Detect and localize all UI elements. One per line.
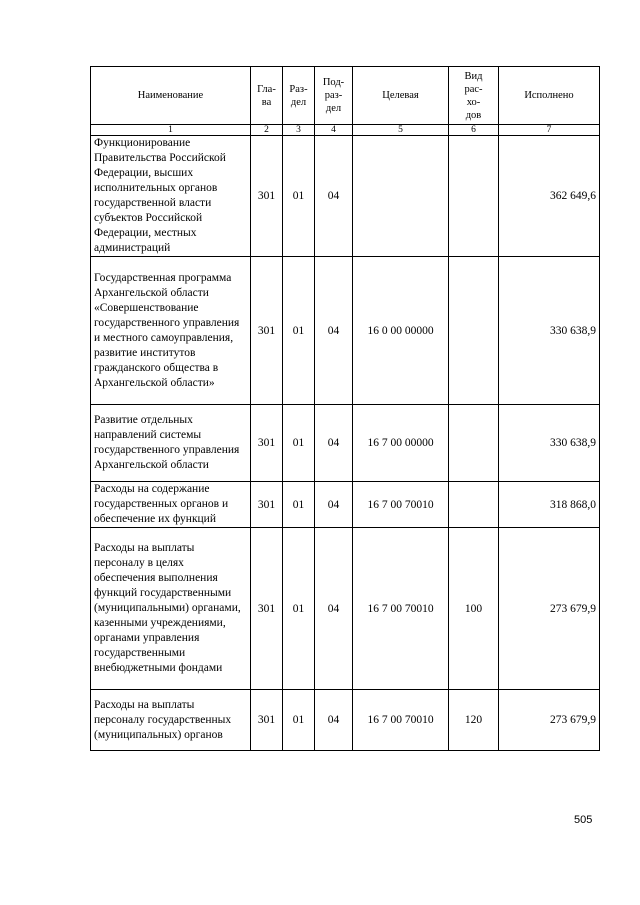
column-number-row xyxy=(91,125,600,136)
row-glava: 301 xyxy=(251,528,283,690)
row-podrazdel: 04 xyxy=(315,690,353,751)
row-glava: 301 xyxy=(251,482,283,528)
row-podrazdel: 04 xyxy=(315,136,353,257)
row-celevaya: 16 7 00 70010 xyxy=(353,482,449,528)
header-name: Наименование xyxy=(91,67,251,125)
header-ispolneno: Исполнено xyxy=(499,67,600,125)
column-number: 7 xyxy=(499,125,600,136)
table-row xyxy=(91,405,600,482)
row-razdel: 01 xyxy=(283,690,315,751)
table-row xyxy=(91,257,600,405)
column-number: 6 xyxy=(449,125,499,136)
table-row xyxy=(91,136,600,257)
header-razdel: Раз- дел xyxy=(283,67,315,125)
column-number: 2 xyxy=(251,125,283,136)
row-podrazdel: 04 xyxy=(315,405,353,482)
row-ispolneno: 318 868,0 xyxy=(499,482,600,528)
row-glava: 301 xyxy=(251,257,283,405)
row-vid xyxy=(449,136,499,257)
row-ispolneno: 273 679,9 xyxy=(499,528,600,690)
row-glava: 301 xyxy=(251,405,283,482)
column-number: 3 xyxy=(283,125,315,136)
column-number: 1 xyxy=(91,125,251,136)
row-celevaya: 16 7 00 00000 xyxy=(353,405,449,482)
table-row xyxy=(91,528,600,690)
row-razdel: 01 xyxy=(283,482,315,528)
row-ispolneno: 330 638,9 xyxy=(499,405,600,482)
row-ispolneno: 273 679,9 xyxy=(499,690,600,751)
row-vid xyxy=(449,482,499,528)
row-glava: 301 xyxy=(251,136,283,257)
table-row xyxy=(91,690,600,751)
table-row xyxy=(91,482,600,528)
row-vid: 100 xyxy=(449,528,499,690)
row-name: Функционирование Правительства Российской Федерации, высших исполнительных органов государственной власти субъектов Российской Федерации, местных администраций xyxy=(91,136,251,257)
row-razdel: 01 xyxy=(283,136,315,257)
row-name: Государственная программа Архангельской области «Совершенствование государственного управления и местного самоуправления, развитие институтов гражданского общества в Архангельской области» xyxy=(91,257,251,405)
row-name: Расходы на выплаты персоналу государственных (муниципальных) органов xyxy=(91,690,251,751)
row-celevaya: 16 7 00 70010 xyxy=(353,528,449,690)
row-podrazdel: 04 xyxy=(315,257,353,405)
page-number: 505 xyxy=(574,814,593,826)
row-glava: 301 xyxy=(251,690,283,751)
row-celevaya: 16 0 00 00000 xyxy=(353,257,449,405)
row-vid xyxy=(449,405,499,482)
row-razdel: 01 xyxy=(283,528,315,690)
row-vid: 120 xyxy=(449,690,499,751)
row-name: Расходы на выплаты персоналу в целях обеспечения выполнения функций государственными (муниципальными) органами, казенными учреждениями, органами управления государственными внебюджетными фондами xyxy=(91,528,251,690)
row-celevaya xyxy=(353,136,449,257)
row-razdel: 01 xyxy=(283,405,315,482)
header-celevaya: Целевая xyxy=(353,67,449,125)
row-ispolneno: 330 638,9 xyxy=(499,257,600,405)
row-vid xyxy=(449,257,499,405)
header-row xyxy=(91,67,600,125)
row-podrazdel: 04 xyxy=(315,482,353,528)
column-number: 4 xyxy=(315,125,353,136)
header-podrazdel: Под- раз- дел xyxy=(315,67,353,125)
column-number: 5 xyxy=(353,125,449,136)
row-name: Развитие отдельных направлений системы государственного управления Архангельской области xyxy=(91,405,251,482)
row-celevaya: 16 7 00 70010 xyxy=(353,690,449,751)
header-vid: Вид рас- хо- дов xyxy=(449,67,499,125)
budget-table xyxy=(90,66,600,751)
row-ispolneno: 362 649,6 xyxy=(499,136,600,257)
header-glava: Гла- ва xyxy=(251,67,283,125)
row-podrazdel: 04 xyxy=(315,528,353,690)
row-razdel: 01 xyxy=(283,257,315,405)
row-name: Расходы на содержание государственных органов и обеспечение их функций xyxy=(91,482,251,528)
